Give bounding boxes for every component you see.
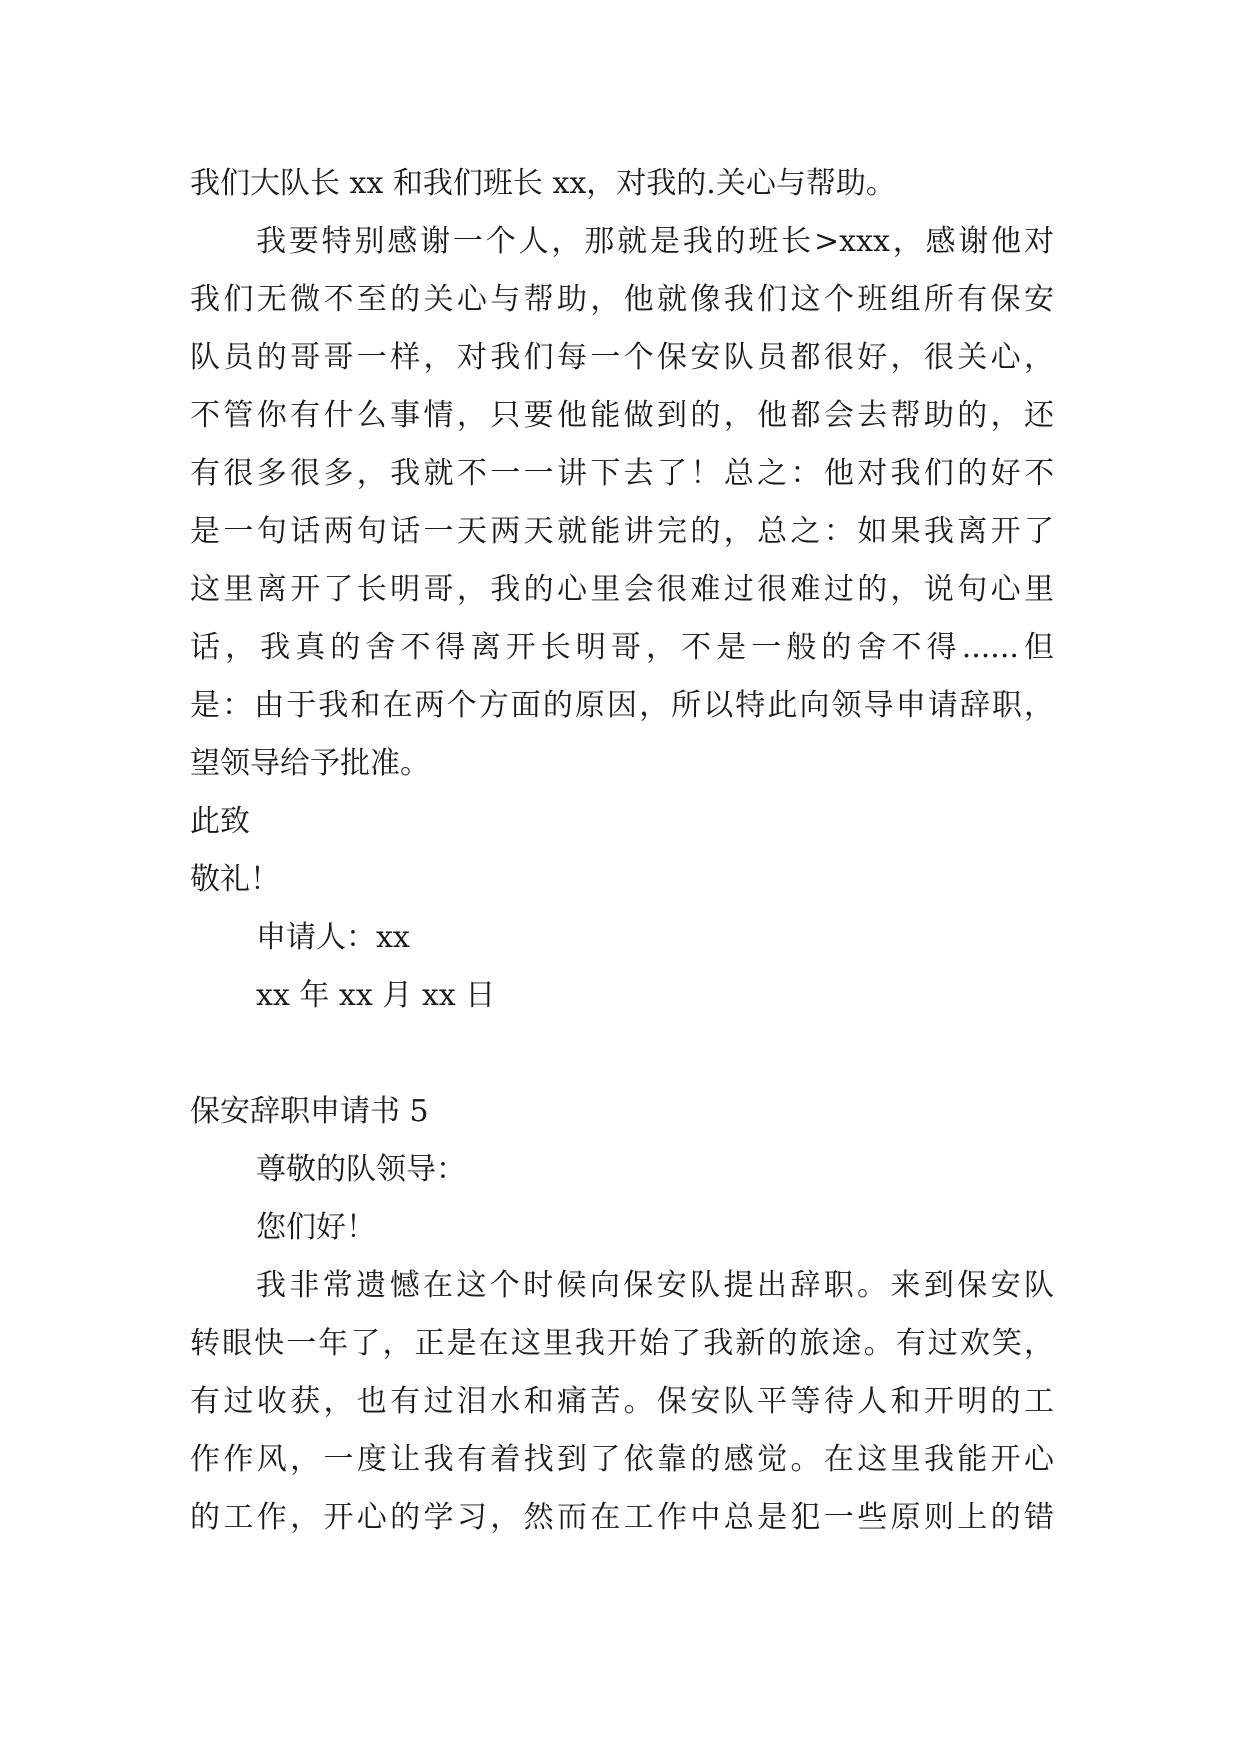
text-line: 我非常遗憾在这个时候向保安队提出辞职。来到保安队	[256, 1268, 1054, 1303]
letter-greeting: 尊敬的队领导：	[256, 1152, 466, 1187]
text-line: 我们无微不至的关心与帮助，他就像我们这个班组所有保安	[190, 282, 1054, 317]
text-line: 是：由于我和在两个方面的原因，所以特此向领导申请辞职，	[190, 688, 1054, 723]
text-line: 不管你有什么事情，只要他能做到的，他都会去帮助的，还	[190, 398, 1054, 433]
text-line: 是一句话两句话一天两天就能讲完的，总之：如果我离开了	[190, 514, 1054, 549]
letter-hello: 您们好！	[256, 1210, 376, 1245]
section-title: 保安辞职申请书 5	[190, 1094, 429, 1129]
applicant-signature: 申请人：xx	[256, 920, 410, 955]
text-line: 有很多很多，我就不一一讲下去了！总之：他对我们的好不	[190, 456, 1054, 491]
signature-date: xx 年 xx 月 xx 日	[256, 978, 496, 1013]
text-line: 有过收获，也有过泪水和痛苦。保安队平等待人和开明的工	[190, 1384, 1054, 1419]
text-line: 这里离开了长明哥，我的心里会很难过很难过的，说句心里	[190, 572, 1054, 607]
text-line: 我要特别感谢一个人，那就是我的班长>xxx，感谢他对	[256, 224, 1054, 259]
text-line: 队员的哥哥一样，对我们每一个保安队员都很好，很关心，	[190, 340, 1054, 375]
text-line: 转眼快一年了，正是在这里我开始了我新的旅途。有过欢笑，	[190, 1326, 1054, 1361]
closing-regards: 敬礼！	[190, 862, 280, 897]
text-line: 我们大队长 xx 和我们班长 xx，对我的.关心与帮助。	[190, 166, 896, 201]
text-line: 望领导给予批准。	[190, 746, 430, 781]
closing-salutation: 此致	[190, 804, 250, 839]
text-line: 的工作，开心的学习，然而在工作中总是犯一些原则上的错	[190, 1500, 1054, 1535]
text-line: 作作风，一度让我有着找到了依靠的感觉。在这里我能开心	[190, 1442, 1054, 1477]
text-line: 话，我真的舍不得离开长明哥，不是一般的舍不得......但	[190, 630, 1054, 665]
